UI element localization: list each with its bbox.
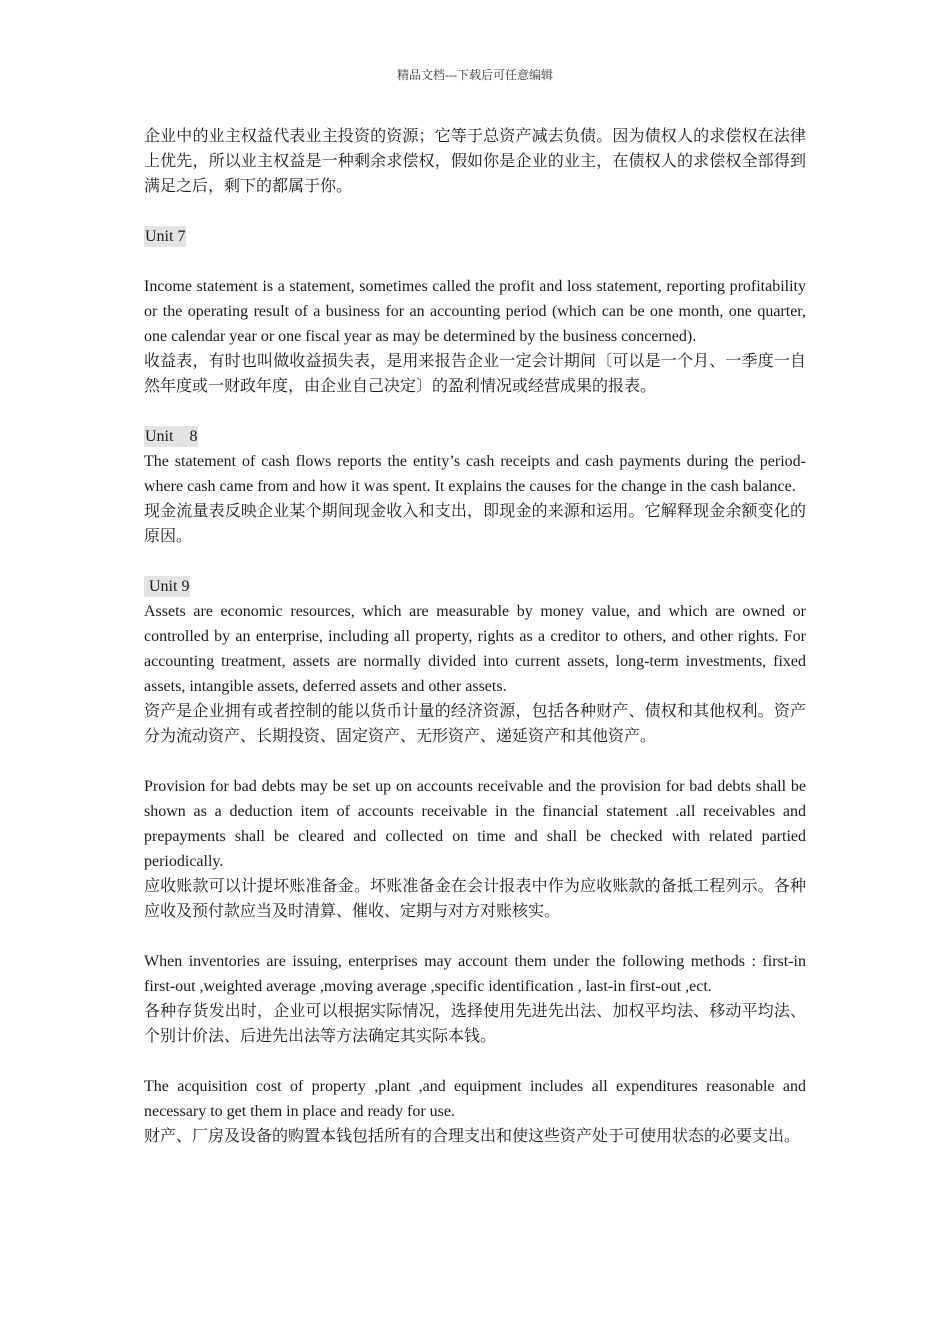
unit9-paragraph4-en: The acquisition cost of property ,plant ,and equipment includes all expenditures reasonable and necessary to get them in place and ready for use. [144, 1078, 806, 1120]
unit7-heading: Unit 7 [145, 228, 186, 245]
unit9-paragraph3-en: When inventories are issuing, enterprises may account them under the following methods : first-in first-out ,weighted average ,moving average ,specific identification , last-in first-out ,ect. [144, 953, 806, 995]
unit9-heading-line [144, 574, 806, 599]
unit9-paragraph1-cn: 资产是企业拥有或者控制的能以货币计量的经济资源，包括各种财产、债权和其他权利。资产分为流动资产、长期投资、固定资产、无形资产、递延资产和其他资产。 [144, 703, 806, 745]
document-body [144, 124, 806, 1149]
spacer [144, 399, 806, 424]
unit8-heading-line [144, 424, 806, 449]
unit9-heading: Unit 9 [145, 578, 190, 595]
intro-paragraph-cn: 企业中的业主权益代表业主投资的资源；它等于总资产减去负债。因为债权人的求偿权在法律上优先，所以业主权益是一种剩余求偿权，假如你是企业的业主，在债权人的求偿权全部得到满足之后，剩下的都属于你。 [144, 128, 806, 195]
unit7-heading-line [144, 224, 806, 249]
unit8-heading: Unit 8 [145, 428, 198, 445]
unit8-paragraph-cn: 现金流量表反映企业某个期间现金收入和支出，即现金的来源和运用。它解释现金余额变化的原因。 [144, 503, 806, 545]
unit8-paragraph-en: The statement of cash flows reports the entity’s cash receipts and cash payments during the period-where cash came from and how it was spent. It explains the causes for the change in the cash balance. [144, 453, 806, 495]
unit7-paragraph-cn: 收益表，有时也叫做收益损失表，是用来报告企业一定会计期间〔可以是一个月、一季度一自然年度或一财政年度，由企业自己决定〕的盈利情况或经营成果的报表。 [144, 353, 806, 395]
unit9-paragraph2-cn: 应收账款可以计提坏账准备金。坏账准备金在会计报表中作为应收账款的备抵工程列示。各种应收及预付款应当及时清算、催收、定期与对方对账核实。 [144, 878, 806, 920]
spacer [144, 549, 806, 574]
unit9-paragraph3-cn: 各种存货发出时，企业可以根据实际情况，选择使用先进先出法、加权平均法、移动平均法、个别计价法、后进先出法等方法确定其实际本钱。 [144, 1003, 806, 1045]
unit9-paragraph2-en: Provision for bad debts may be set up on accounts receivable and the provision for bad debts shall be shown as a deduction item of accounts receivable in the financial statement .all receivables and prepayments shall be cleared and collected on time and shall be checked with related partied periodically. [144, 778, 806, 870]
spacer [144, 749, 806, 774]
page-header: 精品文档---下载后可任意编辑 [397, 68, 553, 82]
spacer [144, 249, 806, 274]
spacer [144, 924, 806, 949]
unit9-paragraph1-en: Assets are economic resources, which are measurable by money value, and which are owned or controlled by an enterprise, including all property, rights as a creditor to others, and other rights. For accounting treatment, assets are normally divided into current assets, long-term investments, fixed assets, intangible assets, deferred assets and other assets. [144, 603, 806, 695]
spacer [144, 199, 806, 224]
unit7-paragraph-en: Income statement is a statement, sometimes called the profit and loss statement, reporting profitability or the operating result of a business for an accounting period (which can be one month, one quarter, one calendar year or one fiscal year as may be determined by the business concerned). [144, 278, 806, 345]
spacer [144, 1049, 806, 1074]
unit9-paragraph4-cn: 财产、厂房及设备的购置本钱包括所有的合理支出和使这些资产处于可使用状态的必要支出。 [144, 1128, 801, 1145]
